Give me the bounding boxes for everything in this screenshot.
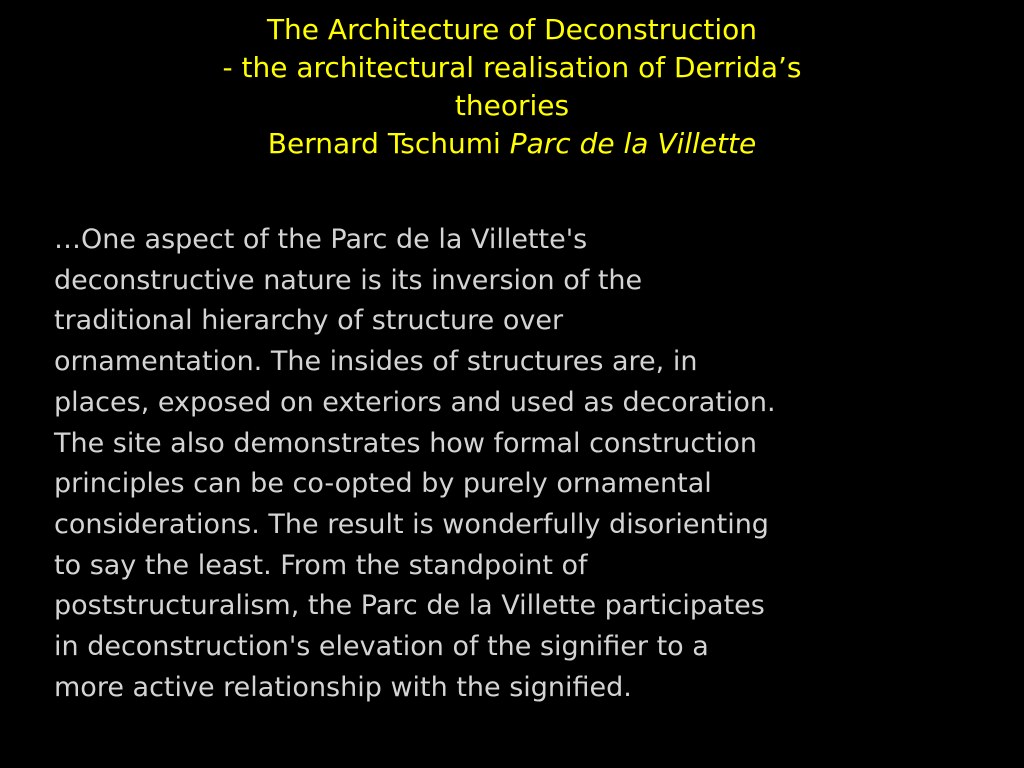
body-line: The site also demonstrates how formal construction — [54, 427, 757, 459]
body-paragraph — [54, 220, 994, 708]
body-line: places, exposed on exteriors and used as decoration. — [54, 386, 776, 418]
body-line: traditional hierarchy of structure over — [54, 305, 564, 337]
body-line: considerations. The result is wonderfully disorienting — [54, 508, 769, 540]
body-line: …One aspect of the Parc de la Villette's — [54, 224, 588, 255]
title-line-1: The Architecture of Deconstruction — [266, 13, 758, 46]
title-line-4 — [60, 125, 964, 163]
body-line: poststructuralism, the Parc de la Villette participates — [54, 590, 765, 622]
body-line: ornamentation. The insides of structures are, in — [54, 346, 698, 378]
body-line: deconstructive nature is its inversion of the — [54, 264, 643, 296]
body-line: in deconstruction's elevation of the signifier to a — [54, 631, 709, 663]
title-author: Bernard Tschumi — [267, 127, 501, 160]
body-line: more active relationship with the signified. — [54, 671, 632, 703]
body-line: principles can be co-opted by purely ornamental — [54, 468, 712, 500]
title-work: Parc de la Villette — [509, 127, 757, 160]
title-line-2: - the architectural realisation of Derrida’s — [222, 51, 802, 84]
title-line-3: theories — [454, 89, 570, 122]
body-line: to say the least. From the standpoint of — [54, 549, 588, 581]
slide-title — [60, 11, 964, 163]
